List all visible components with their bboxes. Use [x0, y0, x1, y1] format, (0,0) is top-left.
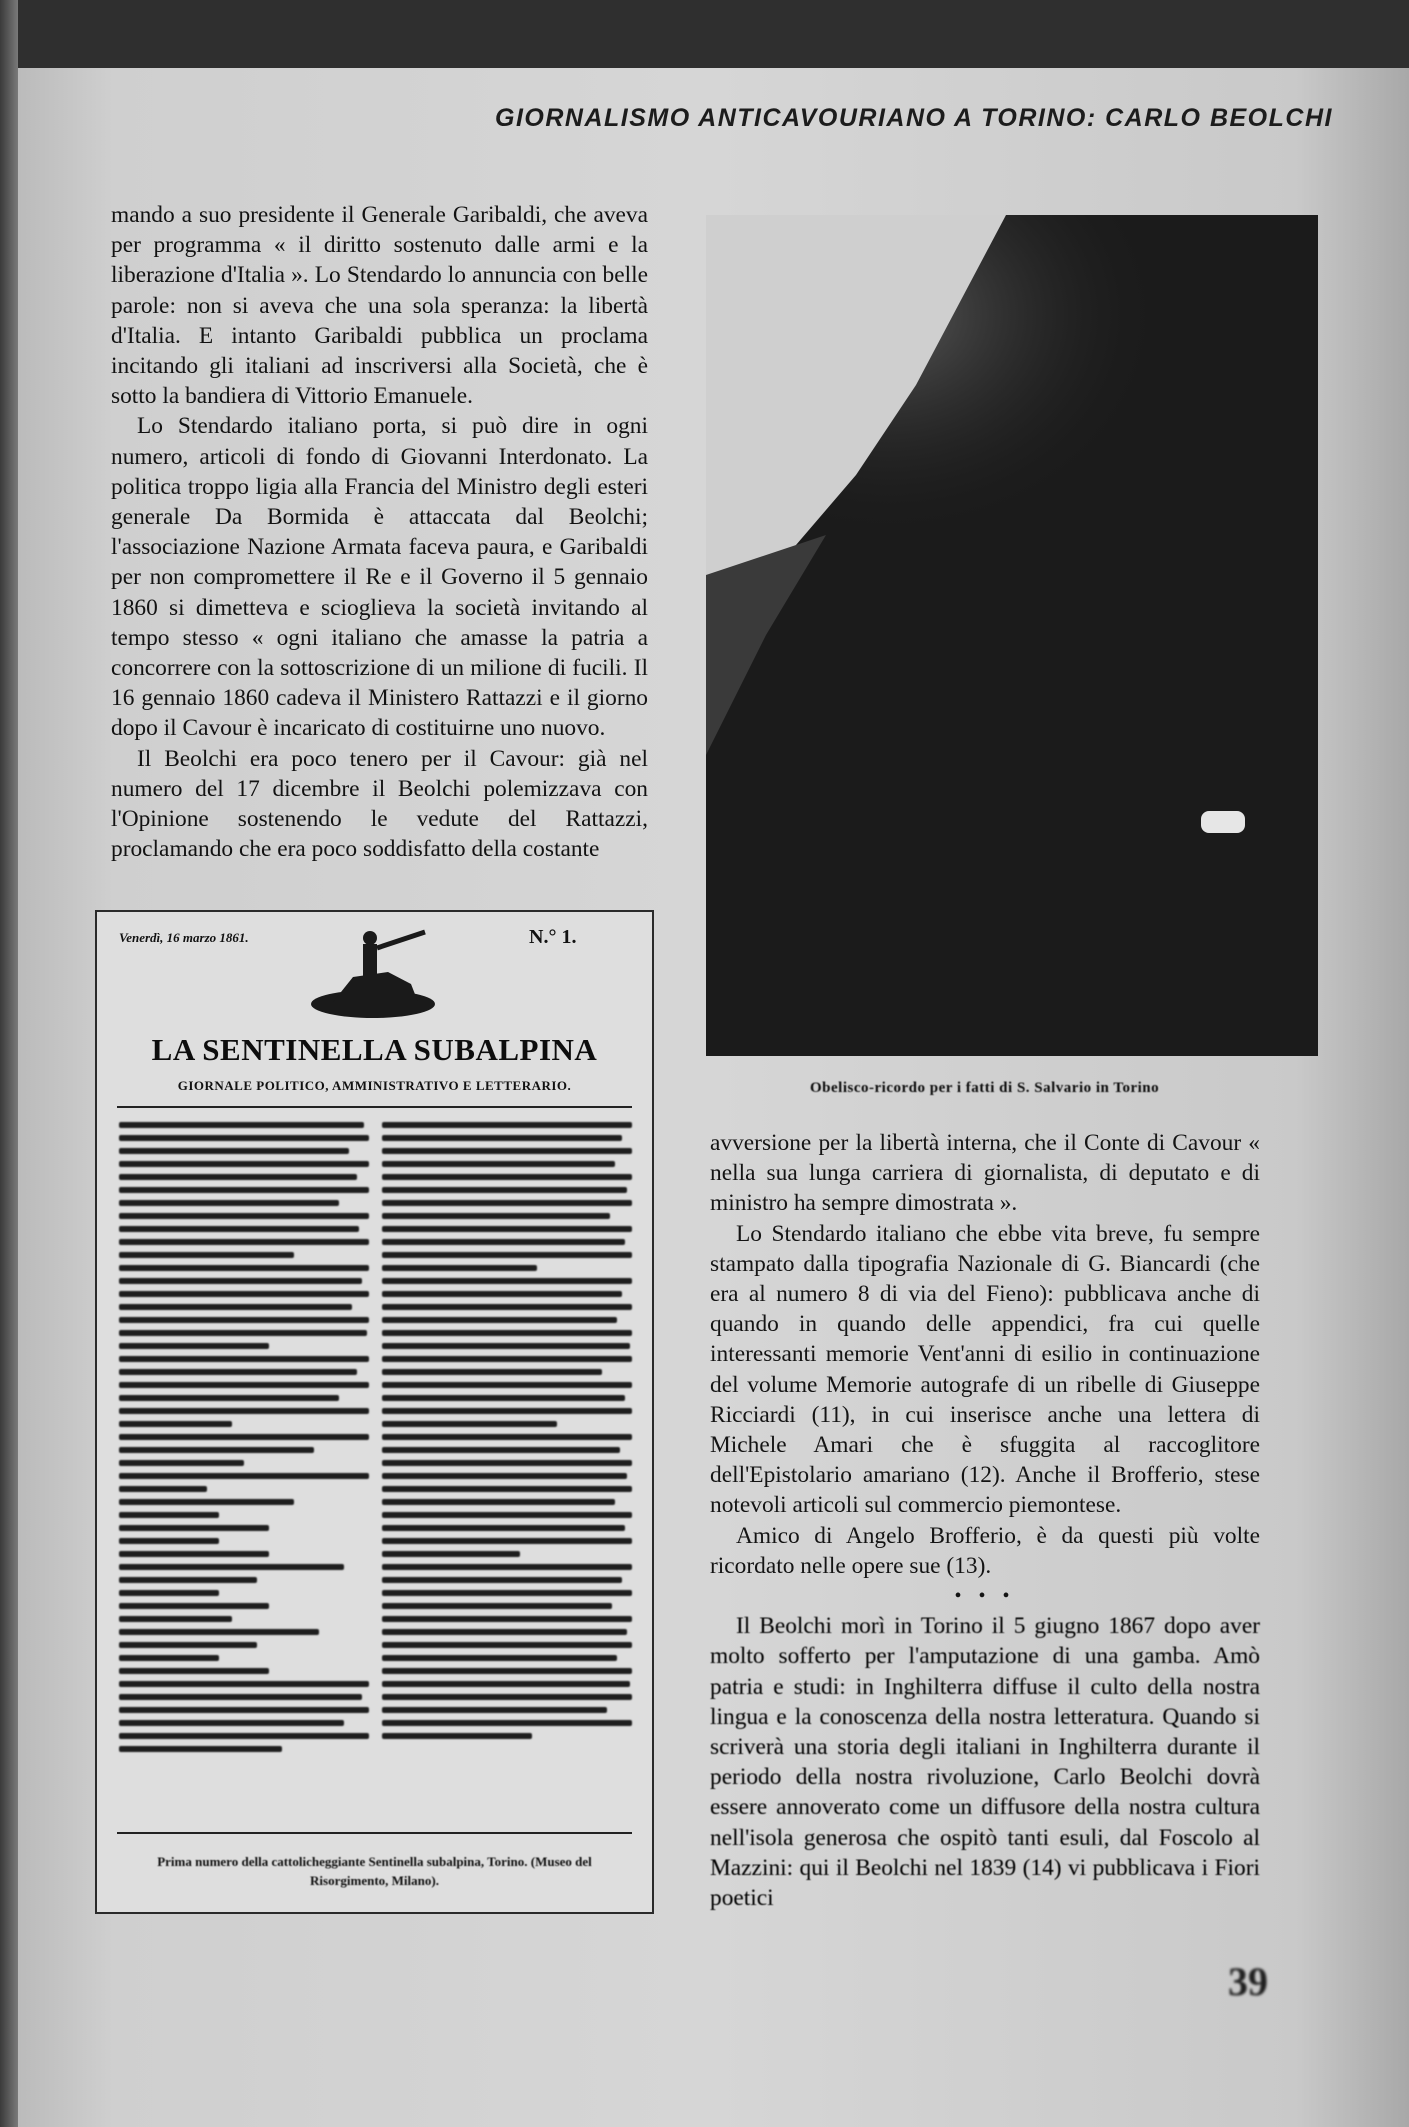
light-spot: [1201, 811, 1245, 833]
scan-top-border: [0, 0, 1409, 68]
right-closing-paragraph: Il Beolchi morì in Torino il 5 giugno 1867 dopo aver molto sofferto per l'amputazione di una gamba. Amò patria e studi: in Inghilterra diffuse il culto della nostra lingua e la conoscenza della nostra letteratura. Quando si scriverà una storia degli italiani in Inghilterra durante il periodo della nostra rivoluzione, Carlo Beolchi dovrà essere annoverato come un diffusore della nostra cultura nell'isola generosa che ospitò tanti esuli, dal Foscolo al Mazzini: qui il Beolchi nel 1839 (14) vi pubblicava i Fiori poetici: [710, 1613, 1260, 1912]
right-text-column: [710, 1128, 1260, 1913]
newspaper-footer-rule: [117, 1832, 632, 1834]
newspaper-footer-caption: Prima numero della cattolicheggiante Sentinella subalpina, Torino. (Museo del Risorgimento, Milano).: [157, 1854, 592, 1888]
newspaper-number: N.° 1.: [529, 926, 577, 948]
left-paragraph-3: Il Beolchi era poco tenero per il Cavour: già nel numero del 17 dicembre il Beolchi polemizzava con l'Opinione sostenendo le vedute del Rattazzi, proclamando che era poco soddisfatto della costante: [111, 745, 648, 863]
running-head: GIORNALISMO ANTICAVOURIANO A TORINO: CARLO BEOLCHI: [495, 104, 1333, 132]
newspaper-date: Venerdì, 16 marzo 1861.: [119, 930, 249, 945]
equestrian-emblem-icon: [293, 922, 453, 1027]
newspaper-subtitle: GIORNALE POLITICO, AMMINISTRATIVO E LETTERARIO.: [177, 1078, 572, 1093]
newspaper-facsimile: [95, 910, 654, 1914]
left-text-column: [111, 200, 648, 864]
left-paragraph-1: mando a suo presidente il Generale Garibaldi, che aveva per programma « il diritto sostenuto dalle armi e la liberazione d'Italia ». Lo Stendardo lo annuncia con belle parole: non si aveva che una sola speranza: la libertà d'Italia. E intanto Garibaldi pubblica un proclama incitando gli italiani ad inscriversi alla Società, che è sotto la bandiera di Vittorio Emanuele.: [111, 202, 648, 410]
newspaper-column-right: [382, 1122, 632, 1746]
section-separator: • • •: [954, 1585, 1016, 1608]
scan-left-border: [0, 0, 18, 2127]
page-number: 39: [1228, 1959, 1268, 2004]
right-paragraph-3: Amico di Angelo Brofferio, è da questi più volte ricordato nelle opere sue (13).: [710, 1522, 1260, 1579]
newspaper-column-left: [119, 1122, 369, 1759]
obelisk-photo-shapes: [706, 215, 1318, 1056]
obelisk-photo: [706, 215, 1318, 1056]
left-paragraph-2: Lo Stendardo italiano porta, si può dire in ogni numero, articoli di fondo di Giovanni Interdonato. La politica troppo ligia alla Francia del Ministro degli esteri generale Da Bormida è attaccata dal Beolchi; l'associazione Nazione Armata faceva paura, e Garibaldi per non compromettere il Re e il Governo il 5 gennaio 1860 si dimetteva e scioglieva la società invitando al tempo stesso « ogni italiano che amasse la patria a concorrere con la sottoscrizione di un milione di fucili. Il 16 gennaio 1860 cadeva il Ministero Rattazzi e il giorno dopo il Cavour è incaricato di costituirne uno nuovo.: [111, 413, 648, 742]
newspaper-rule: [117, 1106, 632, 1108]
right-paragraph-1: avversione per la libertà interna, che il Conte di Cavour « nella sua lunga carriera di giornalista, di deputato e di ministro ha sempre dimostrata ».: [710, 1130, 1260, 1217]
newspaper-title: LA SENTINELLA SUBALPINA: [151, 1032, 598, 1067]
photo-caption: Obelisco-ricordo per i fatti di S. Salvario in Torino: [810, 1080, 1160, 1096]
right-paragraph-2: Lo Stendardo italiano che ebbe vita breve, fu sempre stampato dalla tipografia Nazionale di G. Biancardi (che era al numero 8 di via del Fieno): pubblicava anche di quando in quando delle appendici, fra cui quelle interessanti memorie Vent'anni di esilio in continuazione del volume Memorie autografe di un ribelle di Giuseppe Ricciardi (11), in cui inserisce anche una lettera di Michele Amari che è sfuggita al raccoglitore dell'Epistolario amariano (12). Anche il Brofferio, stese notevoli articoli sul commercio piemontese.: [710, 1220, 1260, 1519]
